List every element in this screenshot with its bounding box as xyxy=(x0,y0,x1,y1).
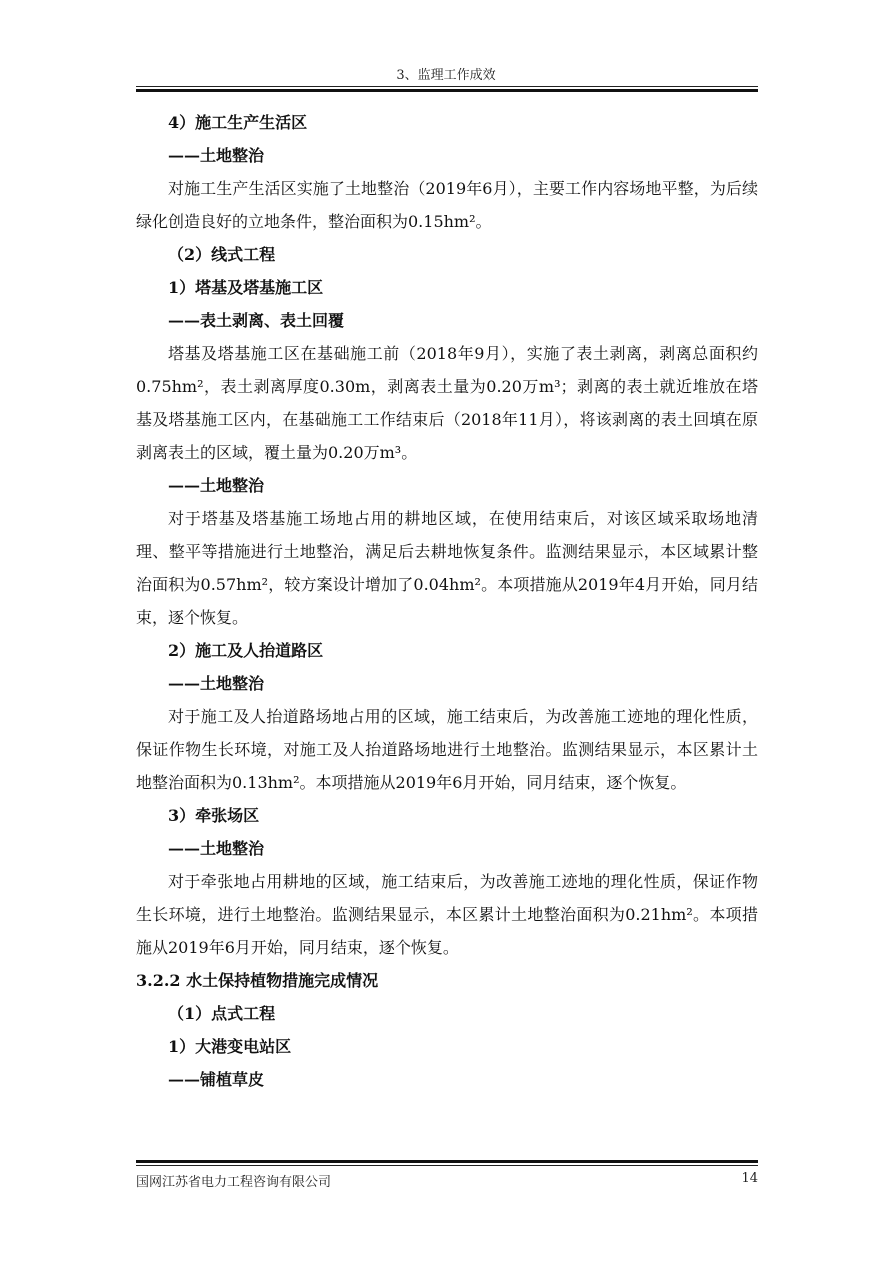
body-paragraph: 塔基及塔基施工区在基础施工前（2018年9月），实施了表土剥离，剥离总面积约0.75hm²，表土剥离厚度0.30m，剥离表土量为0.20万m³；剥离的表土就近堆放在塔基及塔基施工区内，在基础施工工作结束后（2018年11月），将该剥离的表土回填在原剥离表土的区域，覆土量为0.20万m³。 xyxy=(136,344,758,462)
body-paragraph: 对于塔基及塔基施工场地占用的耕地区域，在使用结束后，对该区域采取场地清理、整平等措施进行土地整治，满足后去耕地恢复条件。监测结果显示，本区域累计整治面积为0.57hm²，较方案设计增加了0.04hm²。本项措施从2019年4月开始，同月结束，逐个恢复。 xyxy=(136,509,758,627)
section-heading: 1）塔基及塔基施工区 xyxy=(168,278,324,297)
subsection-dash-heading: ——表土剥离、表土回覆 xyxy=(168,311,345,330)
footer-rule-thick xyxy=(136,1160,758,1163)
subsection-dash-heading: ——土地整治 xyxy=(168,839,265,858)
document-body xyxy=(136,106,758,1096)
section-heading: 1）大港变电站区 xyxy=(168,1037,292,1056)
chapter-heading: 3.2.2 水土保持植物措施完成情况 xyxy=(136,971,379,990)
footer-company: 国网江苏省电力工程咨询有限公司 xyxy=(136,1175,332,1190)
section-heading: （2）线式工程 xyxy=(168,245,276,264)
section-heading: （1）点式工程 xyxy=(168,1004,276,1023)
section-heading: 3）牵张场区 xyxy=(168,806,260,825)
subsection-dash-heading: ——土地整治 xyxy=(168,146,265,165)
header-rule-thin xyxy=(136,86,758,87)
body-paragraph: 对施工生产生活区实施了土地整治（2019年6月），主要工作内容场地平整，为后续绿化创造良好的立地条件，整治面积为0.15hm²。 xyxy=(136,179,758,231)
body-paragraph: 对于牵张地占用耕地的区域，施工结束后，为改善施工迹地的理化性质，保证作物生长环境，进行土地整治。监测结果显示，本区累计土地整治面积为0.21hm²。本项措施从2019年6月开始，同月结束，逐个恢复。 xyxy=(136,872,758,957)
header-rule-thick xyxy=(136,89,758,92)
header-title: 3、监理工作成效 xyxy=(396,68,496,83)
body-paragraph: 对于施工及人抬道路场地占用的区域，施工结束后，为改善施工迹地的理化性质，保证作物生长环境，对施工及人抬道路场地进行土地整治。监测结果显示，本区累计土地整治面积为0.13hm²。本项措施从2019年6月开始，同月结束，逐个恢复。 xyxy=(136,707,758,792)
subsection-dash-heading: ——土地整治 xyxy=(168,476,265,495)
section-heading: 2）施工及人抬道路区 xyxy=(168,641,324,660)
section-heading: 4）施工生产生活区 xyxy=(168,113,308,132)
subsection-dash-heading: ——铺植草皮 xyxy=(168,1070,265,1089)
subsection-dash-heading: ——土地整治 xyxy=(168,674,265,693)
footer-rule-thin xyxy=(136,1165,758,1166)
page-number: 14 xyxy=(741,1171,758,1186)
